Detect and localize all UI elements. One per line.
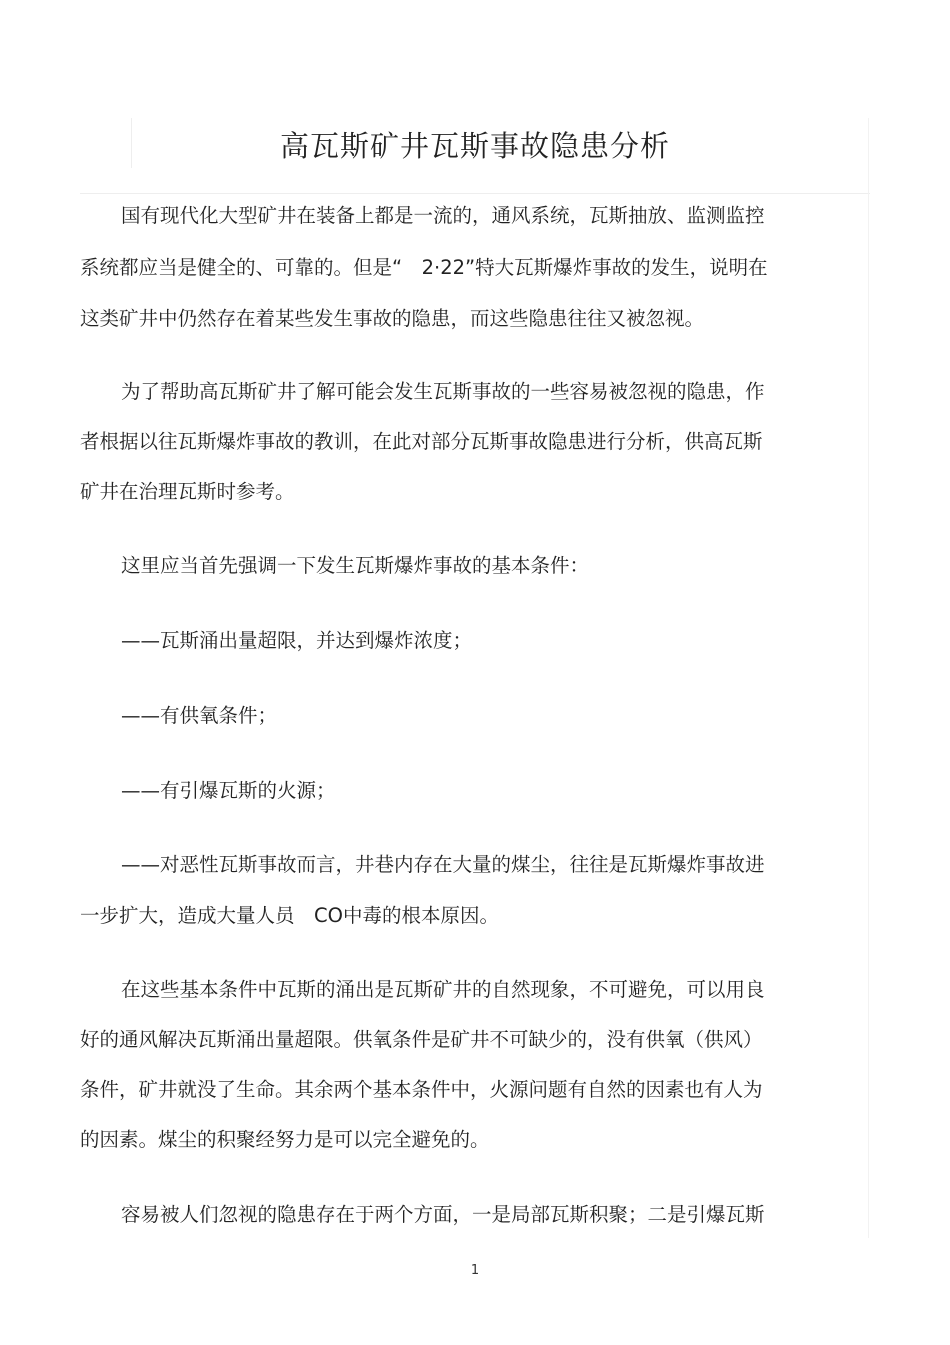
frame-line-top xyxy=(80,193,870,194)
text-line: 这里应当首先强调一下发生瓦斯爆炸事故的基本条件： xyxy=(121,554,590,577)
text-line: 国有现代化大型矿井在装备上都是一流的，通风系统，瓦斯抽放、监测监控 xyxy=(121,204,765,227)
text-line: 的因素。煤尘的积聚经努力是可以完全避免的。 xyxy=(80,1128,490,1151)
text-line: 容易被人们忽视的隐患存在于两个方面，一是局部瓦斯积聚；二是引爆瓦斯 xyxy=(121,1203,765,1226)
page-number: 1 xyxy=(470,1263,480,1278)
text-line: 一步扩大，造成大量人员 CO中毒的根本原因。 xyxy=(80,904,499,927)
text-line: 系统都应当是健全的、可靠的。但是“ 2·22”特大瓦斯爆炸事故的发生，说明在 xyxy=(80,256,768,279)
text-line: 矿井在治理瓦斯时参考。 xyxy=(80,480,295,503)
list-item: ——瓦斯涌出量超限，并达到爆炸浓度； xyxy=(121,629,473,652)
list-item: ——有供氧条件； xyxy=(121,704,278,727)
text-line: 者根据以往瓦斯爆炸事故的教训，在此对部分瓦斯事故隐患进行分析，供高瓦斯 xyxy=(80,430,763,453)
list-item: ——对恶性瓦斯事故而言，井巷内存在大量的煤尘，往往是瓦斯爆炸事故进 xyxy=(121,853,765,876)
text-line: 这类矿井中仍然存在着某些发生事故的隐患，而这些隐患往往又被忽视。 xyxy=(80,307,705,330)
list-item: ——有引爆瓦斯的火源； xyxy=(121,779,336,802)
document-title: 高瓦斯矿井瓦斯事故隐患分析 xyxy=(279,129,670,163)
text-line: 条件，矿井就没了生命。其余两个基本条件中，火源问题有自然的因素也有人为 xyxy=(80,1078,763,1101)
text-line: 为了帮助高瓦斯矿井了解可能会发生瓦斯事故的一些容易被忽视的隐患，作 xyxy=(121,380,765,403)
frame-line-right xyxy=(868,118,869,1238)
text-line: 在这些基本条件中瓦斯的涌出是瓦斯矿井的自然现象，不可避免，可以用良 xyxy=(121,978,765,1001)
text-line: 好的通风解决瓦斯涌出量超限。供氧条件是矿井不可缺少的，没有供氧（供风） xyxy=(80,1028,763,1051)
